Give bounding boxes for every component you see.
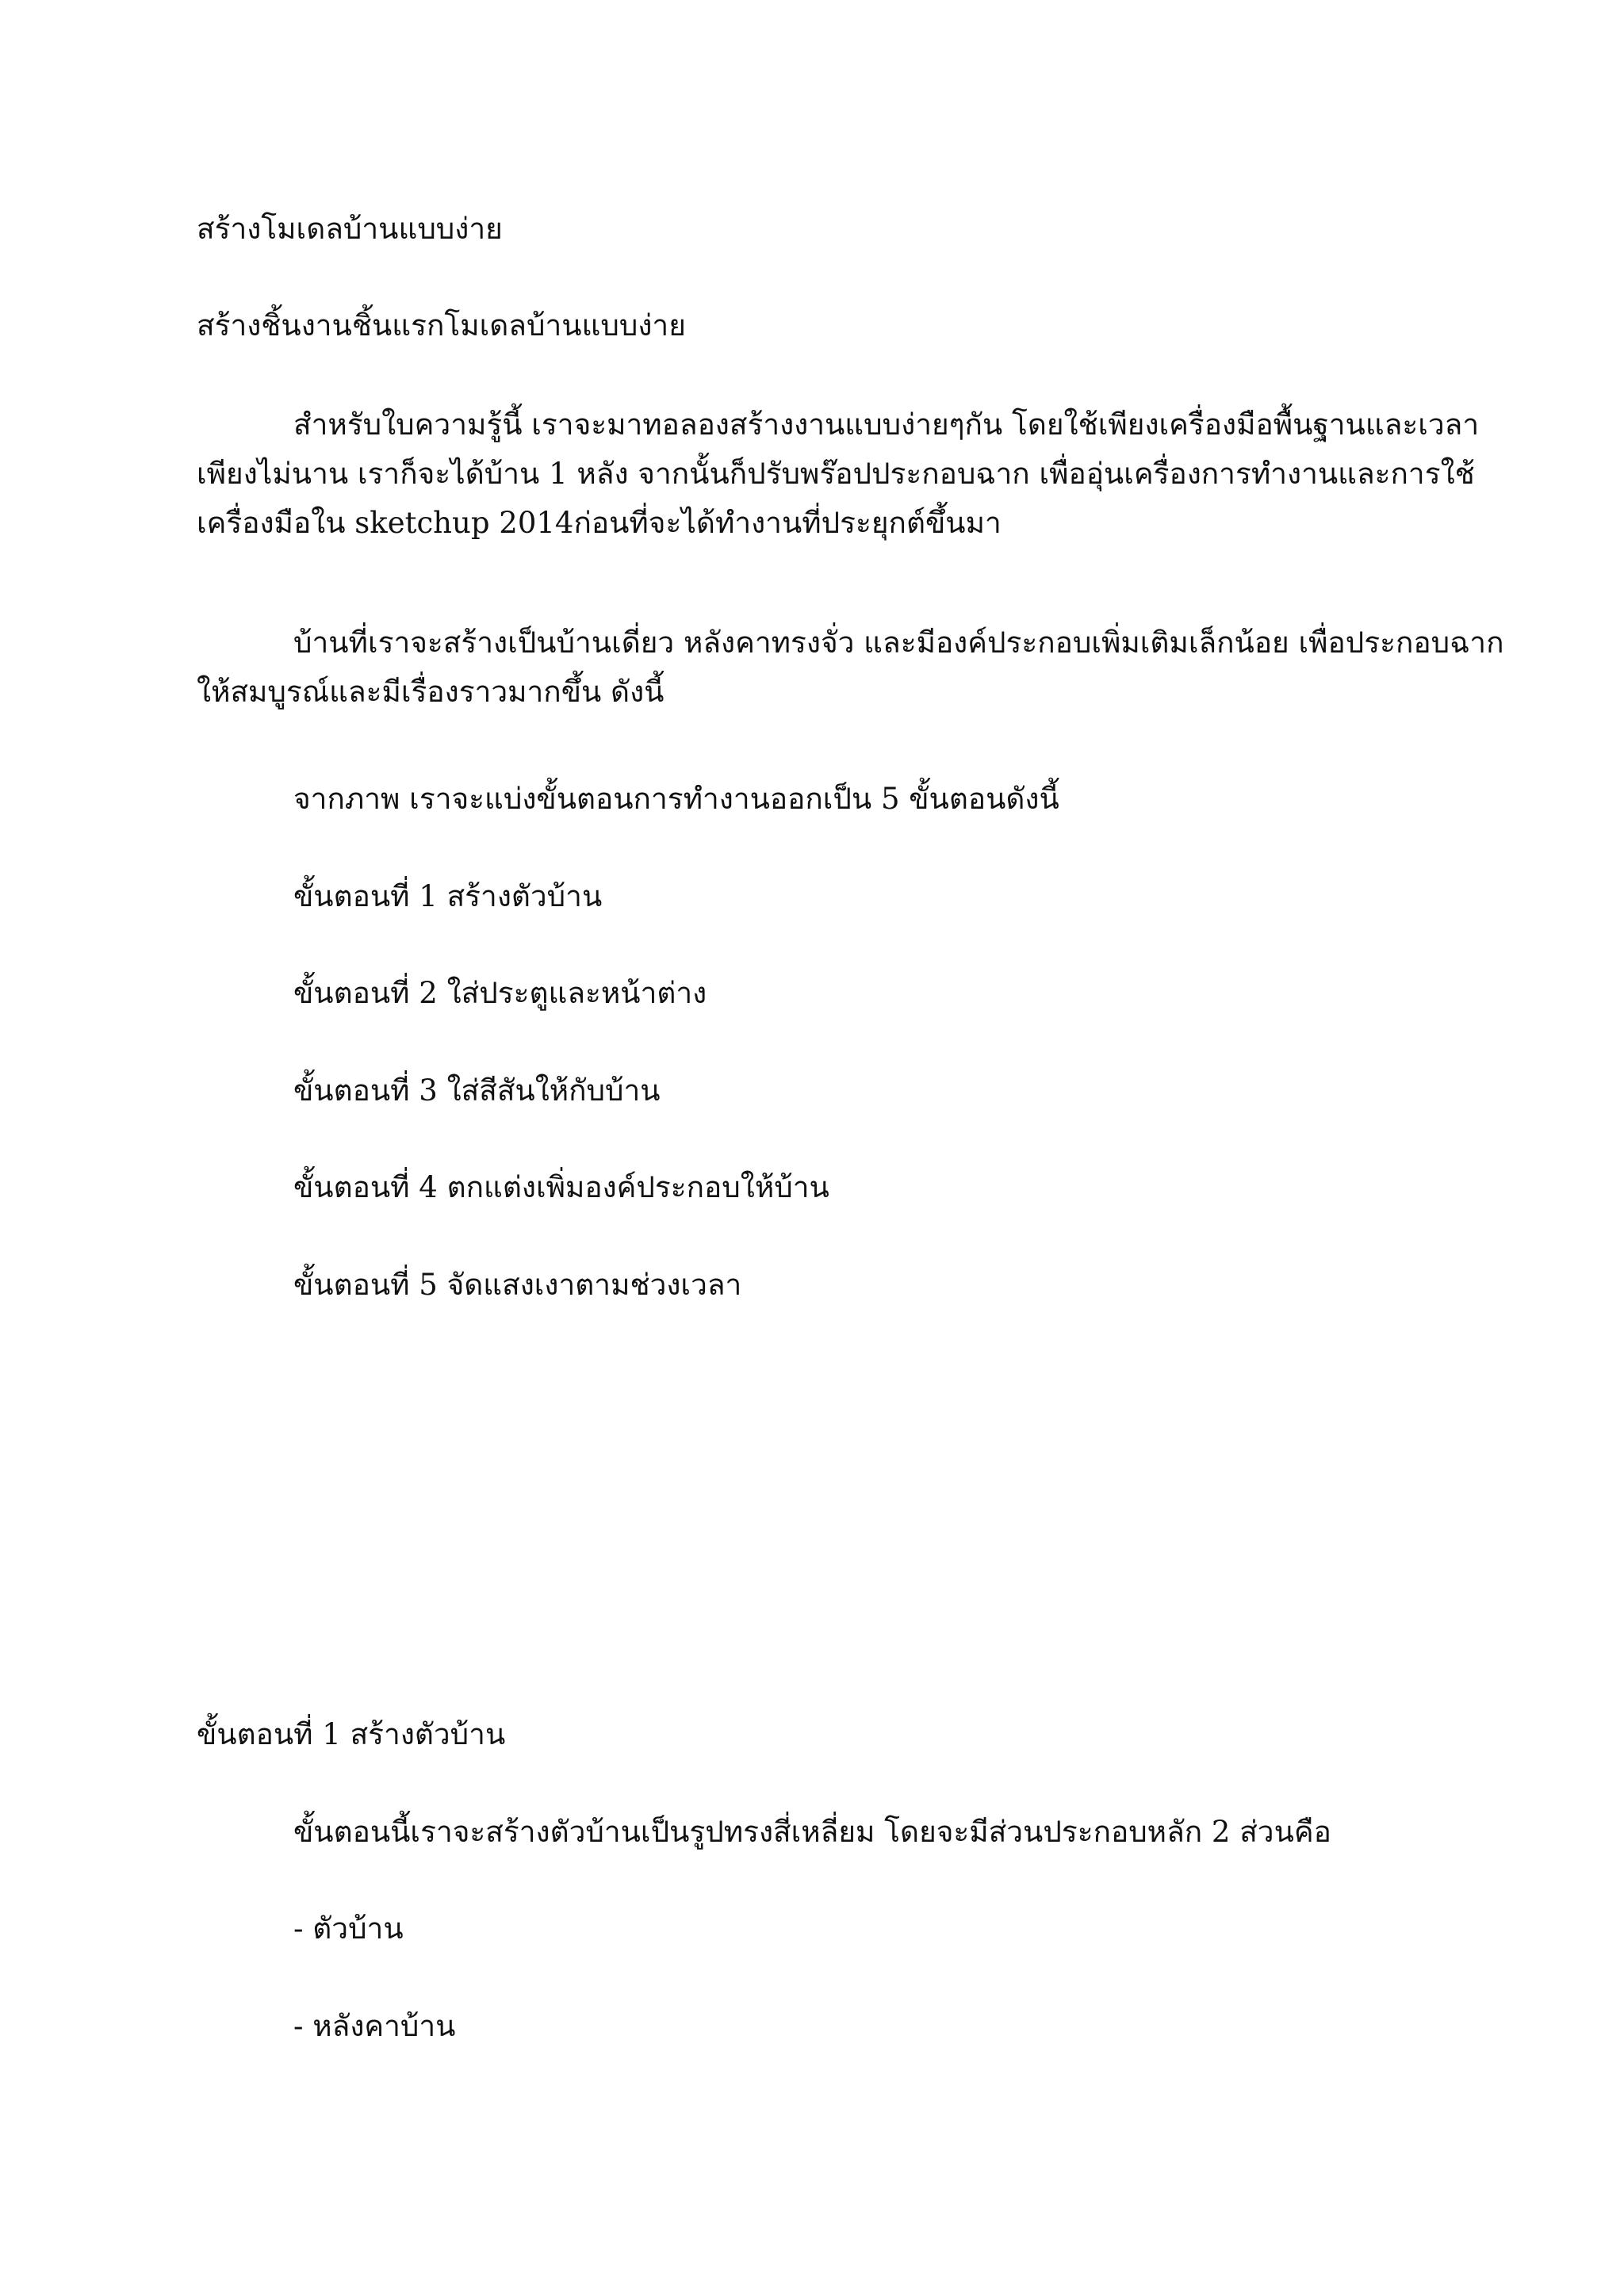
step-item: ขั้นตอนที่ 2 ใส่ประตูและหน้าต่าง (293, 976, 707, 1010)
intro-line: เครื่องมือใน sketchup 2014ก่อนที่จะได้ทำงานที่ประยุกต์ขึ้นมา (197, 506, 1002, 540)
step-item: ขั้นตอนที่ 4 ตกแต่งเพิ่มองค์ประกอบให้บ้าน (293, 1170, 829, 1204)
step1-list-item: - หลังคาบ้าน (293, 2009, 456, 2043)
document-subtitle: สร้างชิ้นงานชิ้นแรกโมเดลบ้านแบบง่าย (197, 308, 686, 342)
intro-line: เพียงไม่นาน เราก็จะได้บ้าน 1 หลัง จากนั้นก็ปรับพร๊อปประกอบฉาก เพื่ออุ่นเครื่องการทำงานและการใช้ (197, 457, 1475, 491)
house-paragraph (197, 618, 1504, 717)
steps-intro: จากภาพ เราจะแบ่งขั้นตอนการทำงานออกเป็น 5 ขั้นตอนดังนี้ (293, 782, 1059, 816)
step1-heading: ขั้นตอนที่ 1 สร้างตัวบ้าน (197, 1717, 506, 1751)
house-line: ให้สมบูรณ์และมีเรื่องราวมากขึ้น ดังนี้ (197, 675, 665, 709)
house-line: บ้านที่เราจะสร้างเป็นบ้านเดี่ยว หลังคาทรงจั่ว และมีองค์ประกอบเพิ่มเติมเล็กน้อย เพื่อประกอบฉาก (293, 626, 1504, 660)
step1-list-item: - ตัวบ้าน (293, 1911, 404, 1946)
document-title: สร้างโมเดลบ้านแบบง่าย (197, 212, 503, 246)
step-item: ขั้นตอนที่ 5 จัดแสงเงาตามช่วงเวลา (293, 1268, 742, 1302)
step1-description: ขั้นตอนนี้เราจะสร้างตัวบ้านเป็นรูปทรงสี่เหลี่ยม โดยจะมีส่วนประกอบหลัก 2 ส่วนคือ (293, 1815, 1331, 1849)
intro-line: สำหรับใบความรู้นี้ เราจะมาทอลองสร้างงานแบบง่ายๆกัน โดยใช้เพียงเครื่องมือพื้นฐานและเวลา (293, 408, 1480, 442)
step-item: ขั้นตอนที่ 3 ใส่สีสันให้กับบ้าน (293, 1073, 661, 1108)
intro-paragraph (197, 400, 1480, 548)
step-item: ขั้นตอนที่ 1 สร้างตัวบ้าน (293, 879, 603, 913)
